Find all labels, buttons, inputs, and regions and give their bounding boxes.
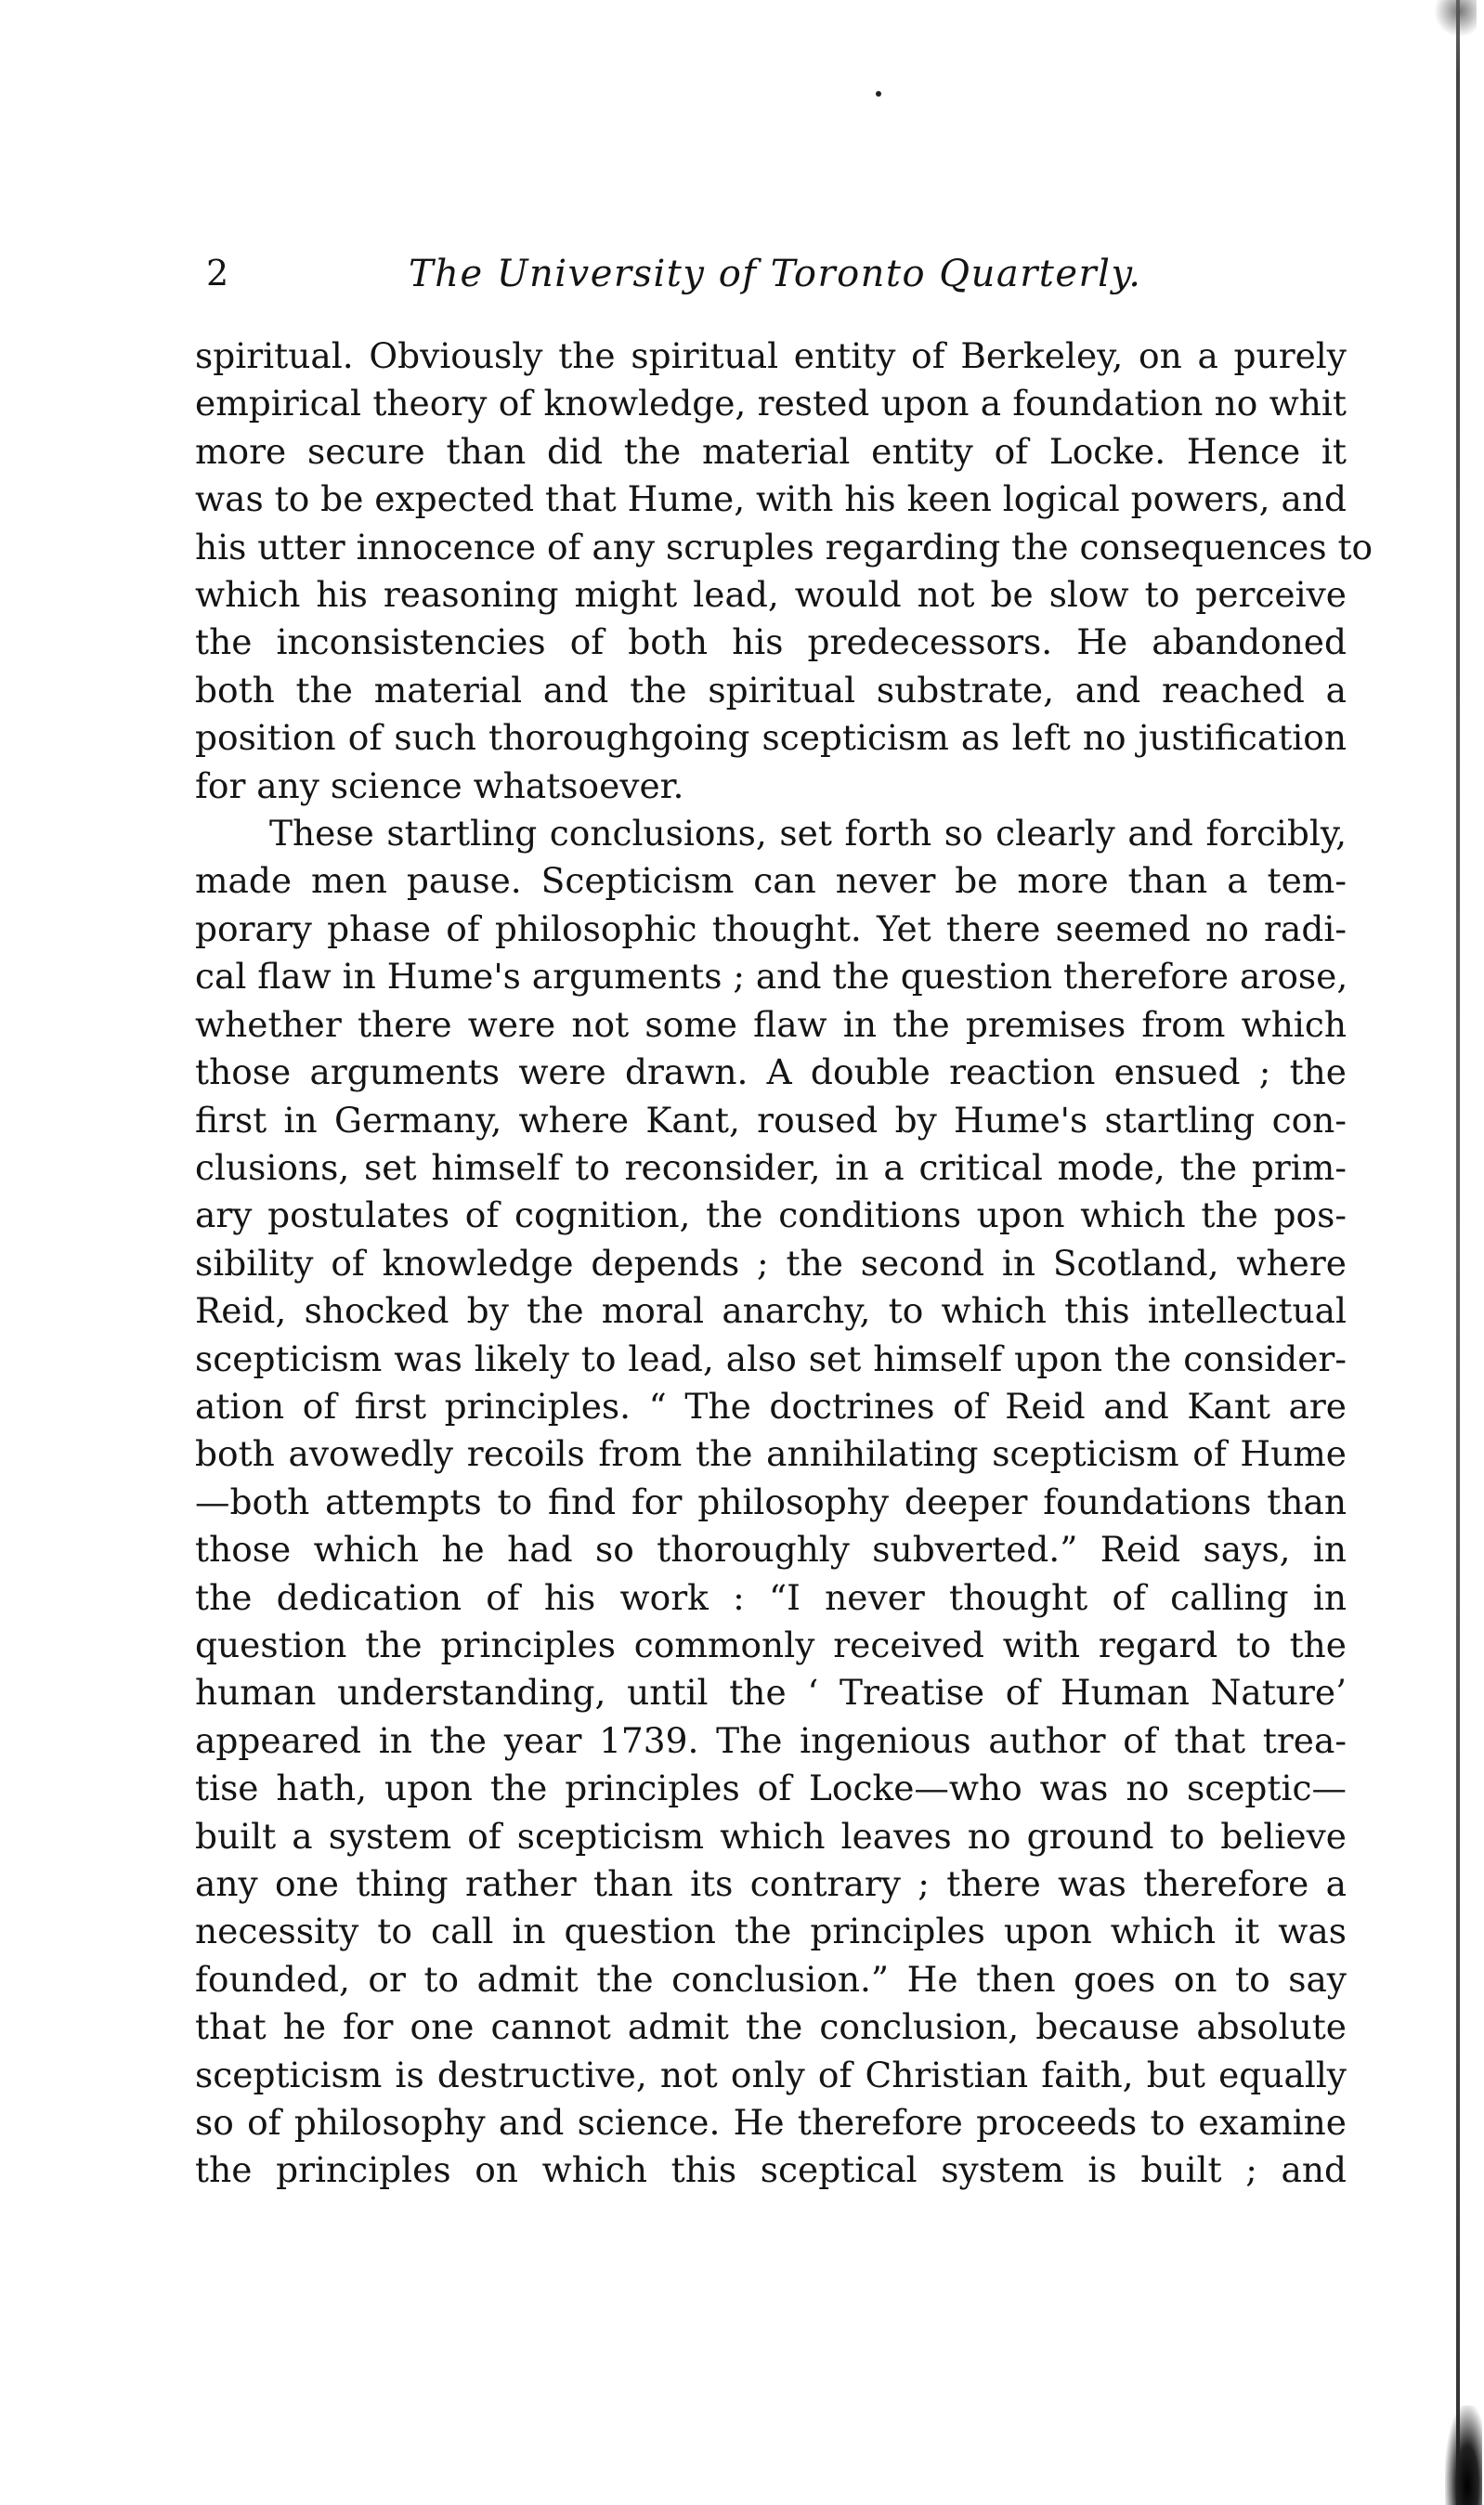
text-line: both avowedly recoils from the annihilating scepticism of Hume [195, 1433, 1347, 1475]
text-line: necessity to call in question the principles upon which it was [195, 1911, 1347, 1952]
edge-blot-top [1434, 0, 1477, 37]
text-line: the dedication of his work : “I never thought of calling in [195, 1576, 1347, 1618]
text-line: those arguments were drawn. A double reaction ensued ; the [195, 1051, 1347, 1093]
body-text [195, 333, 1373, 2195]
text-line: scepticism was likely to lead, also set himself upon the consider- [195, 1337, 1347, 1379]
text-line: spiritual. Obviously the spiritual entity of Berkeley, on a purely [195, 335, 1347, 376]
text-line: whether there were not some flaw in the premises from which [195, 1003, 1347, 1045]
text-line: ation of first principles. “ The doctrines of Reid and Kant are [195, 1385, 1347, 1427]
running-header [206, 253, 1144, 308]
binding-edge [1428, 0, 1484, 2505]
text-line: more secure than did the material entity of Locke. Hence it [195, 430, 1347, 472]
text-line: scepticism is destructive, not only of Christian faith, but equally [195, 2054, 1347, 2095]
ink-speck [876, 91, 881, 97]
text-line: cal flaw in Hume's arguments ; and the question therefore arose, [195, 956, 1348, 998]
edge-blot-bottom [1445, 2406, 1482, 2505]
text-line: These startling conclusions, set forth so clearly and forcibly, [269, 813, 1347, 855]
running-title: The University of Toronto Quarterly. [409, 253, 1142, 295]
text-line: that he for one cannot admit the conclusion, because absolute [195, 2006, 1347, 2048]
text-line: ary postulates of cognition, the conditions upon which the pos- [195, 1194, 1347, 1236]
text-line: the principles on which this sceptical system is built ; and [195, 2149, 1347, 2191]
text-line: Reid, shocked by the moral anarchy, to which this intellectual [195, 1290, 1347, 1332]
text-line: for any science whatsoever. [195, 764, 684, 806]
text-line: clusions, set himself to reconsider, in a critical mode, the prim- [195, 1146, 1347, 1188]
text-line: —both attempts to find for philosophy deeper foundations than [195, 1481, 1347, 1522]
text-line: his utter innocence of any scruples regarding the consequences to [195, 526, 1373, 568]
text-line: appeared in the year 1739. The ingenious author of that trea- [195, 1719, 1347, 1761]
page-number: 2 [206, 253, 230, 294]
text-line: empirical theory of knowledge, rested upon a foundation no whit [195, 383, 1347, 424]
paragraph-2 [195, 810, 1347, 2195]
edge-line [1456, 0, 1460, 2505]
text-line: built a system of scepticism which leaves no ground to believe [195, 1815, 1347, 1857]
text-line: sibility of knowledge depends ; the second in Scotland, where [195, 1242, 1347, 1284]
text-line: porary phase of philosophic thought. Yet there seemed no radi- [195, 907, 1347, 949]
text-line: so of philosophy and science. He therefore proceeds to examine [195, 2102, 1347, 2144]
text-line: made men pause. Scepticism can never be more than a tem- [195, 860, 1347, 902]
text-line: any one thing rather than its contrary ; there was therefore a [195, 1863, 1347, 1904]
text-line: position of such thoroughgoing scepticism as left no justification [195, 717, 1347, 759]
text-line: question the principles commonly received with regard to the [195, 1624, 1347, 1665]
text-line: human understanding, until the ‘ Treatise of Human Nature’ [195, 1672, 1347, 1714]
text-line: first in Germany, where Kant, roused by Hume's startling con- [195, 1099, 1347, 1141]
text-line: was to be expected that Hume, with his keen logical powers, and [195, 478, 1347, 520]
text-line: both the material and the spiritual substrate, and reached a [195, 669, 1347, 711]
text-line: which his reasoning might lead, would not be slow to perceive [195, 574, 1347, 616]
text-line: those which he had so thoroughly subverted.” Reid says, in [195, 1529, 1347, 1571]
text-line: tise hath, upon the principles of Locke—who was no sceptic— [195, 1768, 1347, 1809]
text-line: founded, or to admit the conclusion.” He then goes on to say [195, 1958, 1347, 2000]
text-line: the inconsistencies of both his predecessors. He abandoned [195, 621, 1347, 663]
paragraph-1 [195, 333, 1373, 810]
